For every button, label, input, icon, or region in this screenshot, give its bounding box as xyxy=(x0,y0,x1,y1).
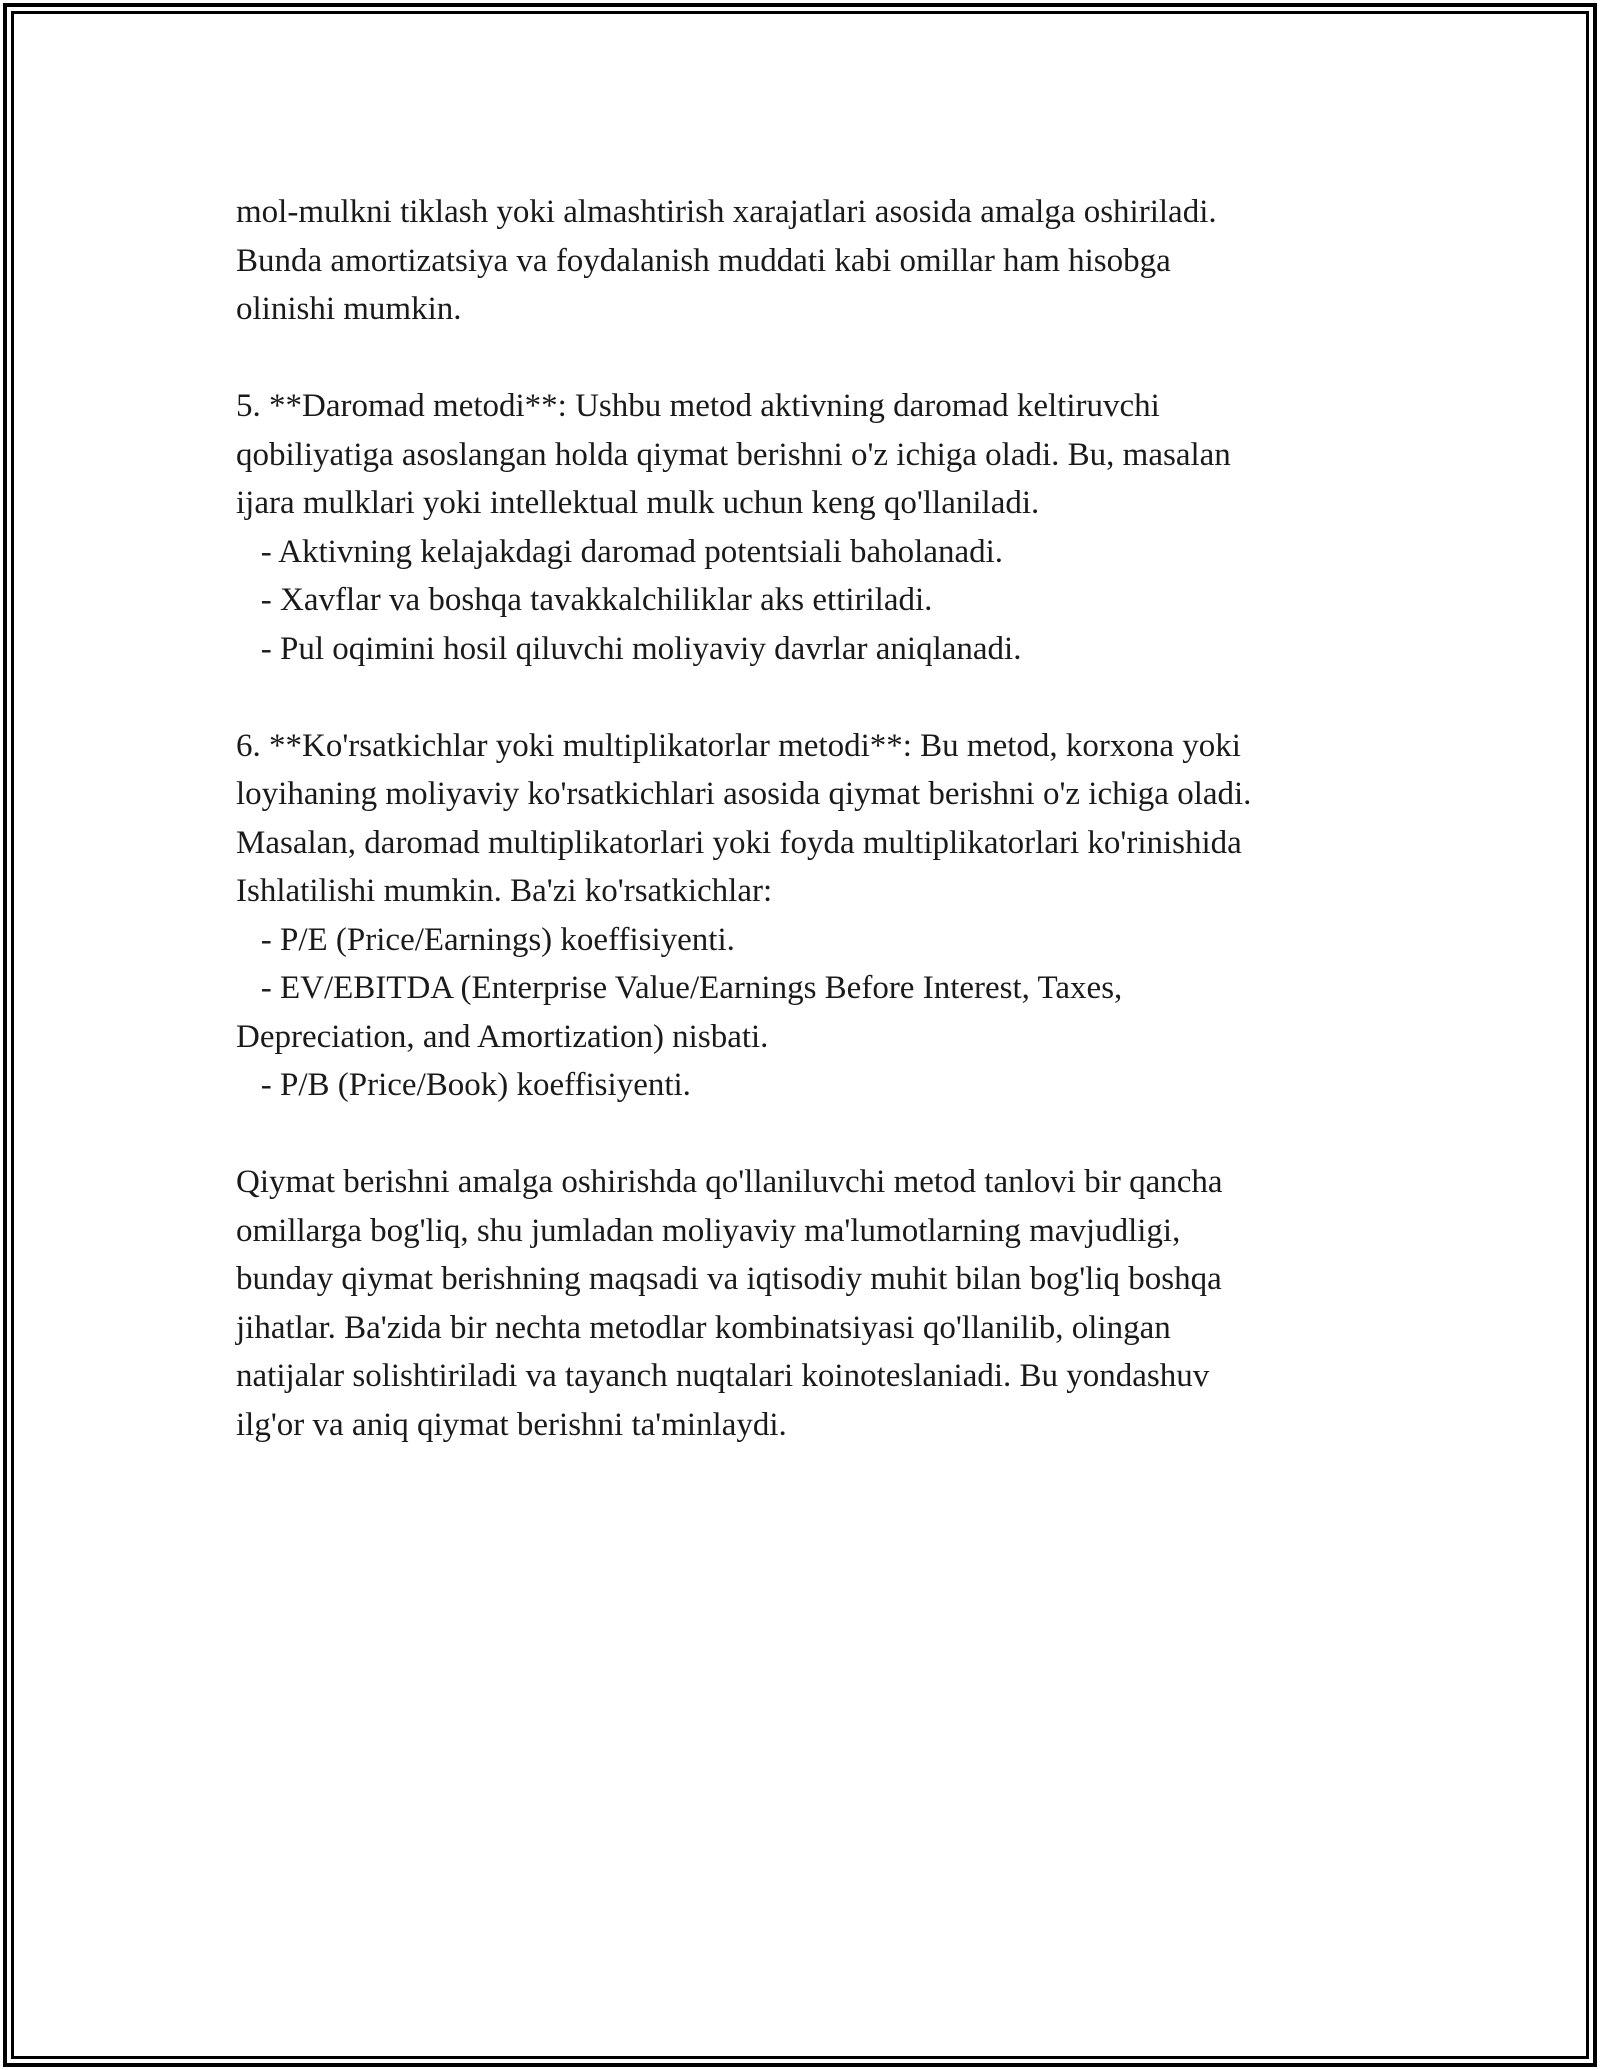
text-line: ilg'or va aniq qiymat berishni ta'minlaydi. xyxy=(236,1406,787,1443)
paragraph-cost-method-continuation xyxy=(236,188,1396,334)
text-line: bunday qiymat berishning maqsadi va iqtisodiy muhit bilan bog'liq boshqa xyxy=(236,1261,1222,1297)
text-line: Ishlatilishi mumkin. Ba'zi ko'rsatkichlar: xyxy=(236,873,773,909)
text-line: 6. **Ko'rsatkichlar yoki multiplikatorlar metodi**: Bu metod, korxona yoki xyxy=(236,727,1241,764)
text-line: loyihaning moliyaviy ko'rsatkichlari asosida qiymat berishni o'z ichiga oladi. xyxy=(236,776,1252,812)
document-body xyxy=(236,188,1396,1498)
paragraph-income-method xyxy=(236,382,1396,673)
text-line: Masalan, daromad multiplikatorlari yoki foyda multiplikatorlari ko'rinishida xyxy=(236,824,1242,861)
list-item: - Xavflar va boshqa tavakkalchiliklar aks ettiriladi. xyxy=(236,582,933,618)
text-line: omillarga bog'liq, shu jumladan moliyaviy ma'lumotlarning mavjudligi, xyxy=(236,1212,1181,1249)
text-line: olinishi mumkin. xyxy=(236,291,462,327)
text-line: Bunda amortizatsiya va foydalanish muddati kabi omillar ham hisobga xyxy=(236,242,1171,279)
text-line: natijalar solishtiriladi va tayanch nuqtalari koinoteslaniadi. Bu yondashuv xyxy=(236,1358,1210,1394)
text-line: ijara mulklari yoki intellektual mulk uchun keng qo'llaniladi. xyxy=(236,485,1040,521)
list-item: - P/B (Price/Book) koeffisiyenti. xyxy=(236,1067,691,1103)
text-line: 5. **Daromad metodi**: Ushbu metod aktivning daromad keltiruvchi xyxy=(236,388,1160,424)
list-item: - Aktivning kelajakdagi daromad potentsiali baholanadi. xyxy=(236,533,1004,570)
paragraph-conclusion xyxy=(236,1158,1396,1449)
list-item: - Pul oqimini hosil qiluvchi moliyaviy davrlar aniqlanadi. xyxy=(236,630,1022,667)
text-line: Depreciation, and Amortization) nisbati. xyxy=(236,1018,769,1055)
paragraph-multiples-method xyxy=(236,722,1396,1110)
text-line: Qiymat berishni amalga oshirishda qo'llaniluvchi metod tanlovi bir qancha xyxy=(236,1164,1223,1200)
text-line: jihatlar. Ba'zida bir nechta metodlar kombinatsiyasi qo'llanilib, olingan xyxy=(236,1309,1171,1346)
list-item: - EV/EBITDA (Enterprise Value/Earnings Before Interest, Taxes, xyxy=(236,970,1123,1006)
text-line: mol-mulkni tiklash yoki almashtirish xarajatlari asosida amalga oshiriladi. xyxy=(236,194,1217,230)
list-item: - P/E (Price/Earnings) koeffisiyenti. xyxy=(236,921,735,958)
text-line: qobiliyatiga asoslangan holda qiymat berishni o'z ichiga oladi. Bu, masalan xyxy=(236,436,1231,473)
